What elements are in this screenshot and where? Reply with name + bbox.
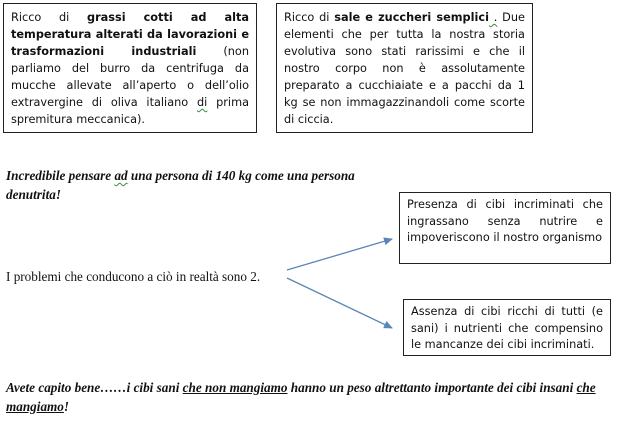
sentence-text: ! [63, 399, 70, 414]
flagged-punctuation: . [488, 11, 498, 24]
arrow-up [287, 239, 392, 270]
box-bold-text: sale e zuccheri semplici [334, 11, 489, 24]
box-text: Ricco di [11, 11, 87, 24]
box-text: Due elementi che per tutta la nostra storia evolutiva sono stati rarissimi e che il nostro corpo non è assolutamente preparato a cucchiaiate e a pacchi da 1 kg se non immagazzinandoli come scorte di ciccia. [284, 11, 525, 126]
arrow-down [287, 278, 392, 328]
flagged-word: ad [114, 168, 128, 183]
box-text: Assenza di cibi ricchi di tutti (e sani) i nutrienti che compensino le mancanze dei cibi incriminati. [411, 305, 603, 351]
sentence-text: hanno un peso altrettanto importante dei cibi insani [287, 380, 577, 395]
sentence-text: Avete capito bene……i cibi sani [6, 380, 183, 395]
box-bold-text: grassi cotti ad alta temperatura alterati da lavorazioni e trasformazioni industriali [11, 11, 249, 58]
box-text: Presenza di cibi incriminati che ingrassano senza nutrire e impoveriscono il nostro organismo [407, 198, 603, 244]
sentence-avete-capito [6, 378, 606, 416]
problems-text: I problemi che conducono a ciò in realtà sono 2. [6, 269, 261, 284]
sentence-text: una persona di 140 kg come una persona denutrita! [6, 168, 355, 202]
text-box-presenza [399, 192, 611, 264]
sentence-text: Incredibile pensare [6, 168, 115, 183]
flagged-word: di [197, 96, 208, 109]
box-text: prima spremitura meccanica). [11, 96, 249, 126]
underlined-text: che non mangiamo [182, 380, 288, 395]
text-box-assenza [403, 299, 611, 356]
box-text: Ricco di [284, 11, 335, 24]
underlined-text: che mangiamo [6, 380, 596, 414]
box-text: (non parliamo del burro da centrifuga da mucche allevate all’aperto o dell’olio extravergine di oliva italiano [11, 45, 250, 109]
